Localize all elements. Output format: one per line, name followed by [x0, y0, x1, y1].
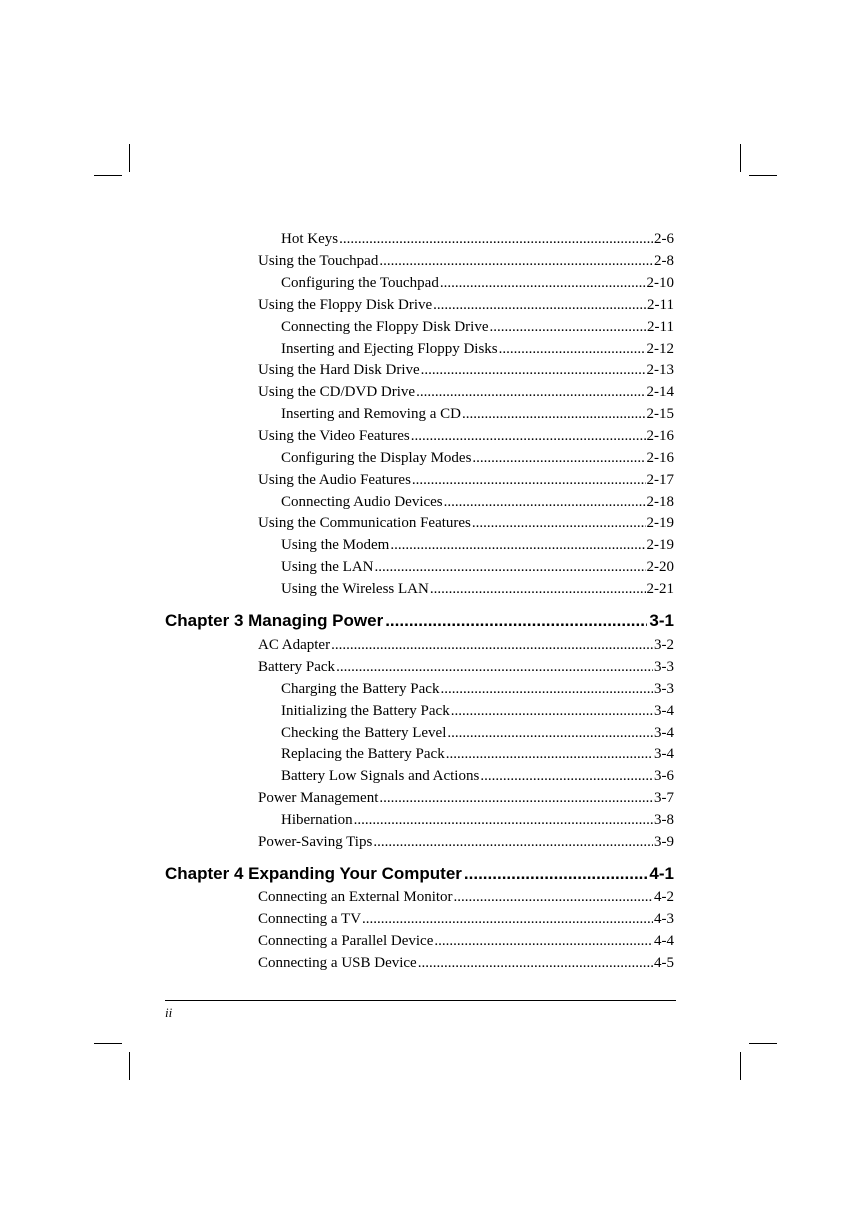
toc-entry[interactable]: Using the Video Features ..... 2-16	[258, 428, 674, 445]
toc-entry[interactable]: Checking the Battery Level ..... 3-4	[281, 725, 674, 742]
toc-entry[interactable]: Using the Touchpad ..... 2-8	[258, 253, 674, 270]
toc-entry[interactable]: Inserting and Removing a CD ..... 2-15	[281, 406, 674, 423]
toc-entry[interactable]: Battery Pack ..... 3-3	[258, 659, 674, 676]
chapter-heading[interactable]: Chapter 3 Managing Power ..... 3-1	[165, 611, 674, 631]
toc-entry[interactable]: Initializing the Battery Pack ..... 3-4	[281, 703, 674, 720]
toc-entry[interactable]: Configuring the Touchpad ..... 2-10	[281, 275, 674, 292]
toc-entry[interactable]: Connecting a USB Device ..... 4-5	[258, 955, 674, 972]
toc-entry[interactable]: Charging the Battery Pack ..... 3-3	[281, 681, 674, 698]
toc-entry[interactable]: Using the Floppy Disk Drive ..... 2-11	[258, 297, 674, 314]
toc-entry[interactable]: Power-Saving Tips ..... 3-9	[258, 834, 674, 851]
toc-entry[interactable]: Using the Communication Features ..... 2-19	[258, 515, 674, 532]
toc-entry[interactable]: Battery Low Signals and Actions ..... 3-6	[281, 768, 674, 785]
chapter-heading[interactable]: Chapter 4 Expanding Your Computer ..... 4-1	[165, 864, 674, 884]
toc-entry[interactable]: Connecting Audio Devices ..... 2-18	[281, 494, 674, 511]
toc-entry[interactable]: Using the Modem ..... 2-19	[281, 537, 674, 554]
toc-entry[interactable]: Connecting an External Monitor ..... 4-2	[258, 889, 674, 906]
toc-entry[interactable]: Using the Wireless LAN ..... 2-21	[281, 581, 674, 598]
toc-entry[interactable]: Using the Hard Disk Drive ..... 2-13	[258, 362, 674, 379]
toc-entry[interactable]: Connecting a Parallel Device ..... 4-4	[258, 933, 674, 950]
footer-divider	[165, 1000, 676, 1001]
toc-entry[interactable]: Power Management ..... 3-7	[258, 790, 674, 807]
toc-entry[interactable]: Connecting a TV ..... 4-3	[258, 911, 674, 928]
toc-entry[interactable]: Using the LAN ..... 2-20	[281, 559, 674, 576]
page-number: ii	[165, 1005, 173, 1020]
toc-entry[interactable]: Replacing the Battery Pack ..... 3-4	[281, 746, 674, 763]
toc-entry[interactable]: Connecting the Floppy Disk Drive ..... 2-11	[281, 319, 674, 336]
toc-entry[interactable]: AC Adapter ..... 3-2	[258, 637, 674, 654]
toc-entry[interactable]: Hibernation ..... 3-8	[281, 812, 674, 829]
toc-entry[interactable]: Configuring the Display Modes ..... 2-16	[281, 450, 674, 467]
toc-entry[interactable]: Using the CD/DVD Drive ..... 2-14	[258, 384, 674, 401]
toc-entry[interactable]: Hot Keys ..... 2-6	[281, 231, 674, 248]
toc-entry[interactable]: Using the Audio Features ..... 2-17	[258, 472, 674, 489]
toc-entry[interactable]: Inserting and Ejecting Floppy Disks ..... 2-12	[281, 341, 674, 358]
